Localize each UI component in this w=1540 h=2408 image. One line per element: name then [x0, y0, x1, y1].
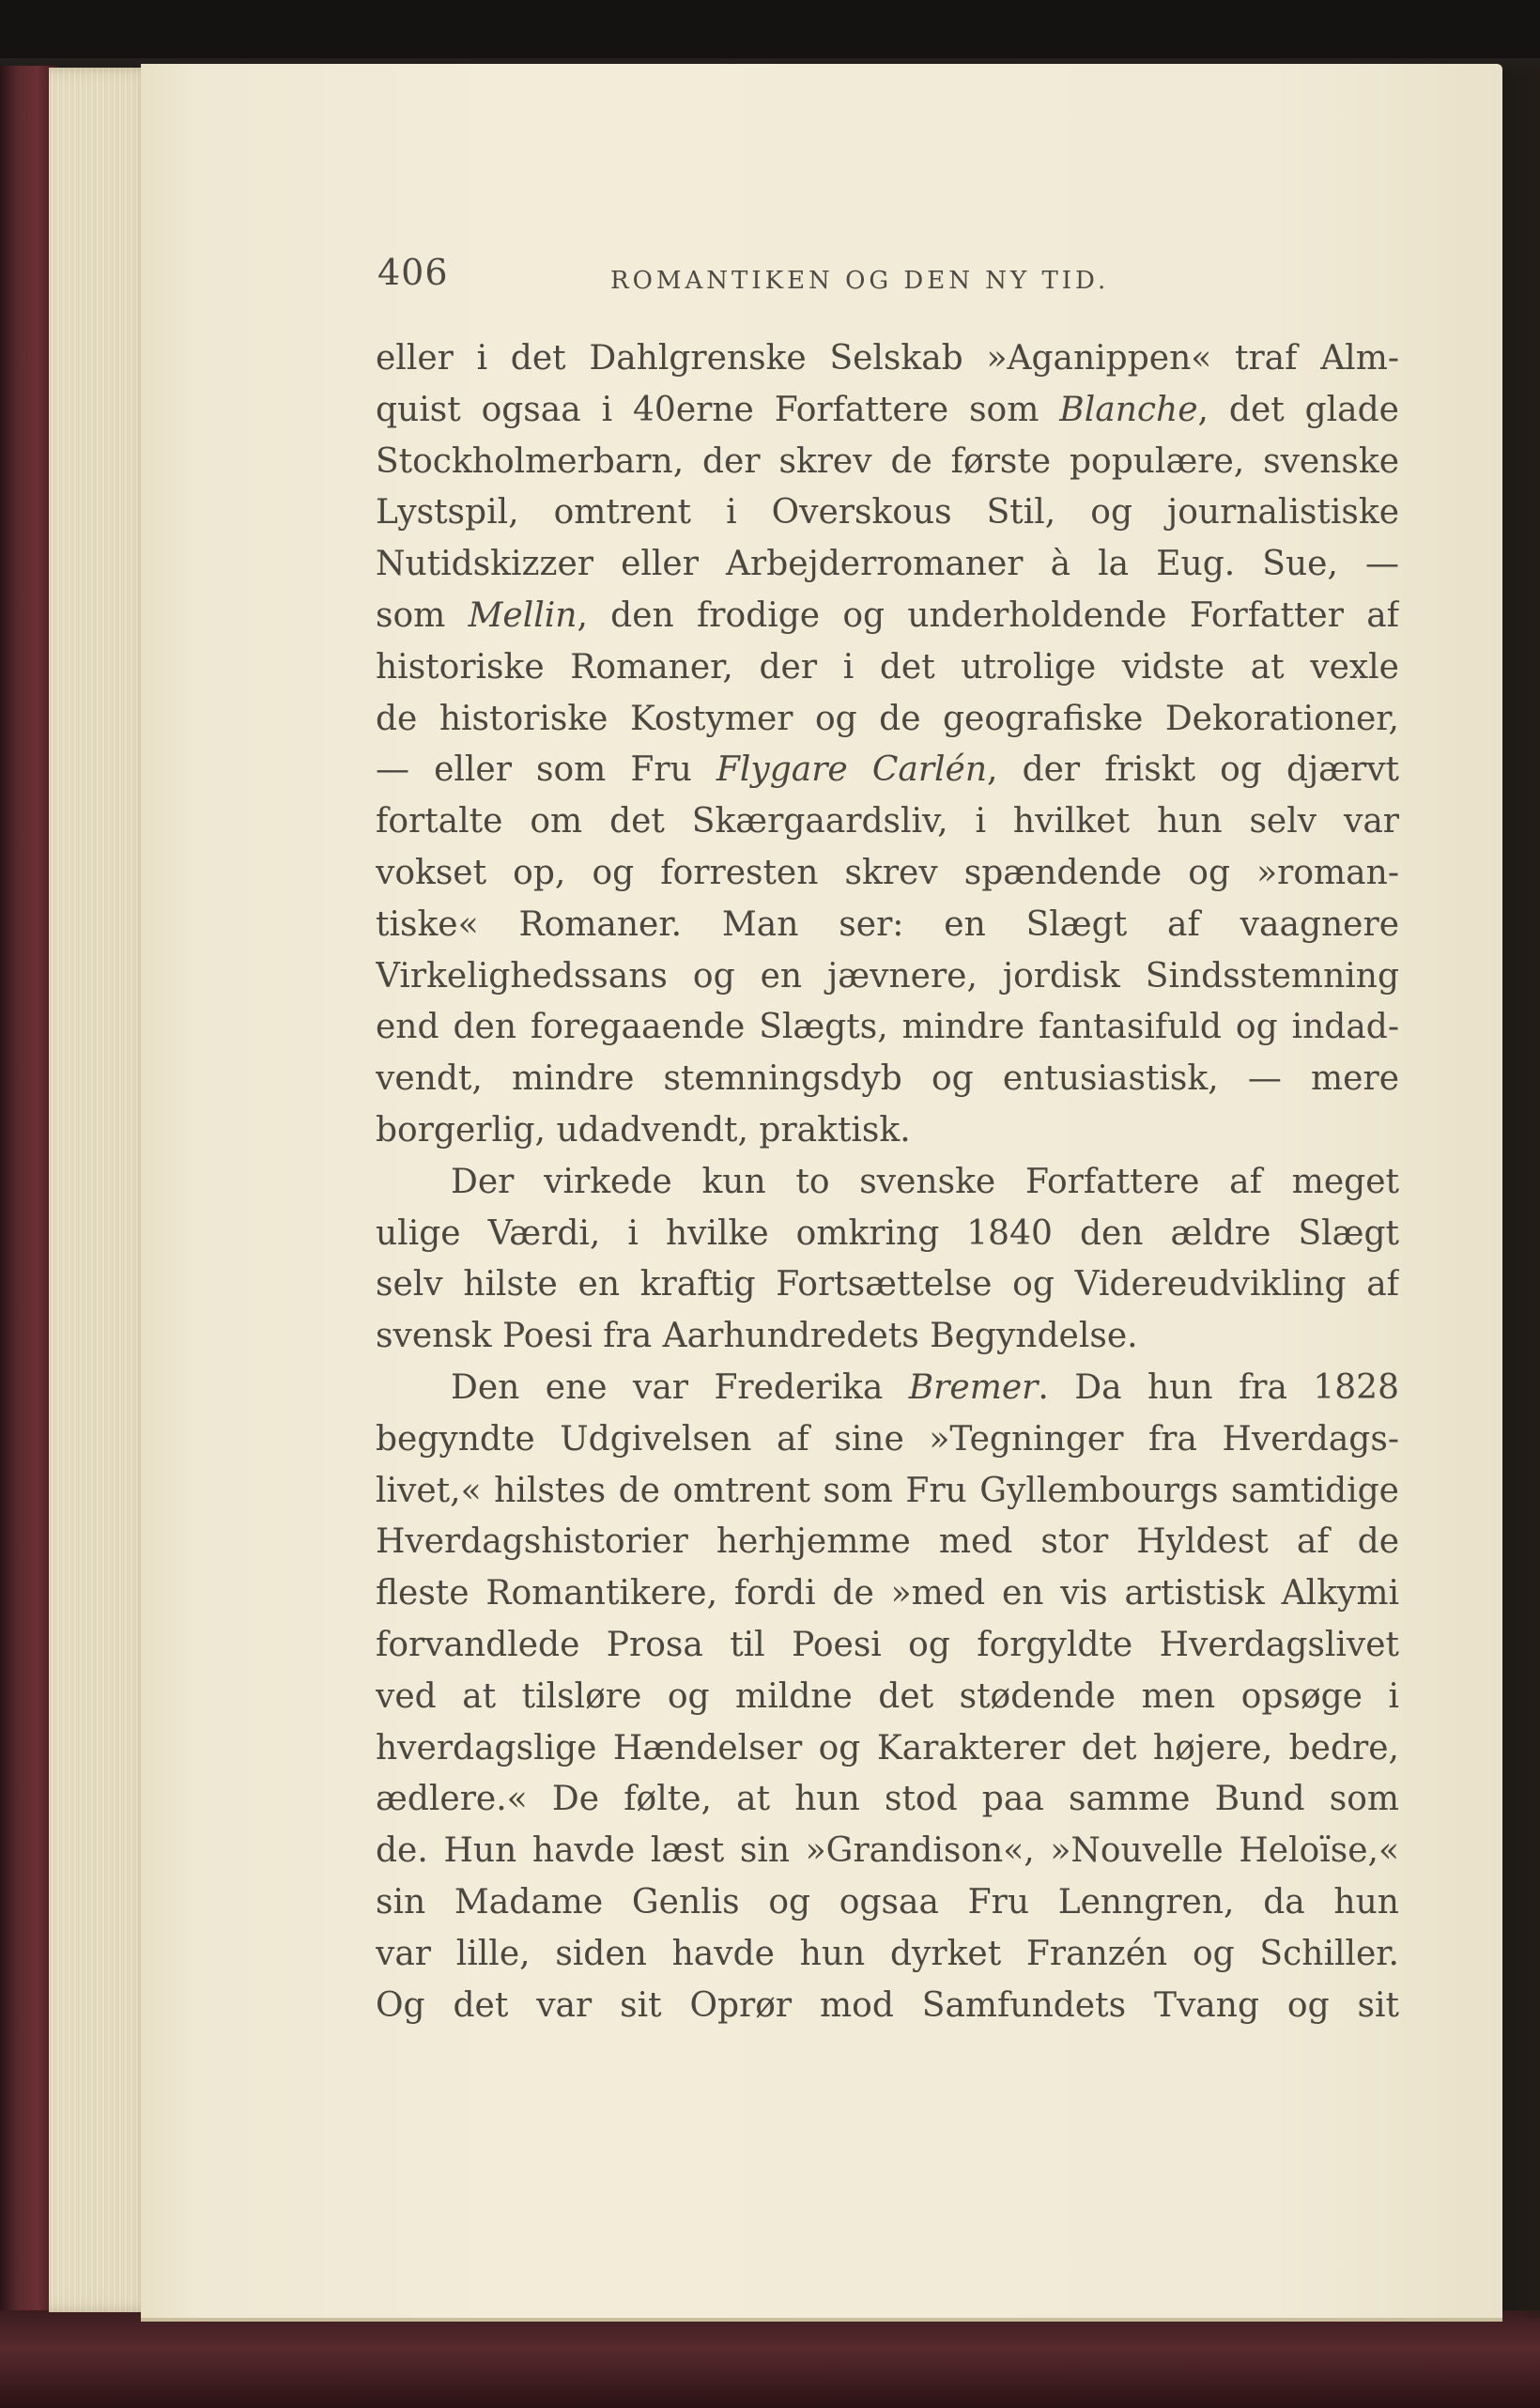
page-number: 406	[377, 252, 449, 293]
text-line: hverdagslige Hændelser og Karakterer det højere, bedre,	[376, 1728, 1399, 1767]
text-line: forvandlede Prosa til Poesi og forgyldte Hverdagslivet	[376, 1625, 1399, 1664]
text-line: Der virkede kun to svenske Forfattere af meget	[451, 1162, 1399, 1201]
page-header	[235, 252, 1399, 304]
text-line: svensk Poesi fra Aarhundredets Begyndelse.	[376, 1317, 1138, 1356]
text-line: Hverdagshistorier herhjemme med stor Hyldest af de	[376, 1522, 1399, 1562]
text-line: Lystspil, omtrent i Overskous Stil, og journalistiske	[376, 493, 1399, 533]
text-line: livet,« hilstes de omtrent som Fru Gyllembourgs samtidige	[376, 1471, 1399, 1510]
page-stack-edge	[49, 68, 152, 2312]
text-line: end den foregaaende Slægts, mindre fantasifuld og indad-	[376, 1008, 1399, 1047]
text-line: var lille, siden havde hun dyrket Franzén og Schiller.	[376, 1934, 1399, 1973]
text-line: quist ogsaa i 40erne Forfattere som Blanche, det glade	[376, 390, 1399, 429]
running-head: ROMANTIKEN OG DEN NY TID.	[610, 267, 1110, 295]
text-line: historiske Romaner, der i det utrolige vidste at vexle	[376, 647, 1399, 687]
text-line: fleste Romantikere, fordi de »med en vis artistisk Alkymi	[376, 1574, 1399, 1613]
text-line: de historiske Kostymer og de geografiske Dekorationer,	[376, 699, 1399, 738]
book-cover-bottom	[0, 2310, 1540, 2408]
text-line: selv hilste en kraftig Fortsættelse og Videreudvikling af	[376, 1265, 1399, 1304]
text-line: som Mellin, den frodige og underholdende Forfatter af	[376, 595, 1399, 635]
italic-name: Blanche	[1059, 390, 1198, 429]
page-bottom-edge	[141, 2318, 1502, 2322]
text-line: borgerlig, udadvendt, praktisk.	[376, 1110, 911, 1150]
text-line: vendt, mindre stemningsdyb og entusiastisk, — mere	[376, 1059, 1399, 1099]
text-line: Den ene var Frederika Bremer. Da hun fra 1828	[451, 1367, 1399, 1407]
text-line: eller i det Dahlgrenske Selskab »Aganippen« traf Alm-	[376, 339, 1399, 378]
text-line: Virkelighedssans og en jævnere, jordisk Sindsstemning	[376, 956, 1399, 996]
italic-name: Flygare Carlén	[716, 750, 988, 790]
text-line: ulige Værdi, i hvilke omkring 1840 den ældre Slægt	[376, 1213, 1399, 1253]
text-line: ædlere.« De følte, at hun stod paa samme Bund som	[376, 1780, 1399, 1819]
text-line: begyndte Udgivelsen af sine »Tegninger fra Hverdags-	[376, 1419, 1399, 1459]
body-text	[376, 333, 1399, 2031]
italic-name: Mellin	[468, 595, 578, 635]
text-line: de. Hun havde læst sin »Grandison«, »Nouvelle Heloïse,«	[376, 1831, 1399, 1871]
text-line: vokset op, og forresten skrev spændende og »roman-	[376, 853, 1399, 892]
text-line: — eller som Fru Flygare Carlén, der friskt og djærvt	[376, 750, 1399, 790]
scan-top-border	[0, 0, 1540, 58]
text-line: Nutidskizzer eller Arbejderromaner à la Eug. Sue, —	[376, 545, 1399, 584]
text-line: fortalte om det Skærgaardsliv, i hvilket hun selv var	[376, 802, 1399, 841]
text-line: ved at tilsløre og mildne det stødende men opsøge i	[376, 1676, 1399, 1716]
italic-name: Bremer	[908, 1367, 1039, 1407]
text-line: sin Madame Genlis og ogsaa Fru Lenngren, da hun	[376, 1882, 1399, 1922]
text-line: Og det var sit Oprør mod Samfundets Tvang og sit	[376, 1985, 1399, 2025]
text-line: tiske« Romaner. Man ser: en Slægt af vaagnere	[376, 904, 1399, 944]
text-line: Stockholmerbarn, der skrev de første populære, svenske	[376, 441, 1399, 481]
page-gutter-shadow	[1502, 64, 1540, 2318]
